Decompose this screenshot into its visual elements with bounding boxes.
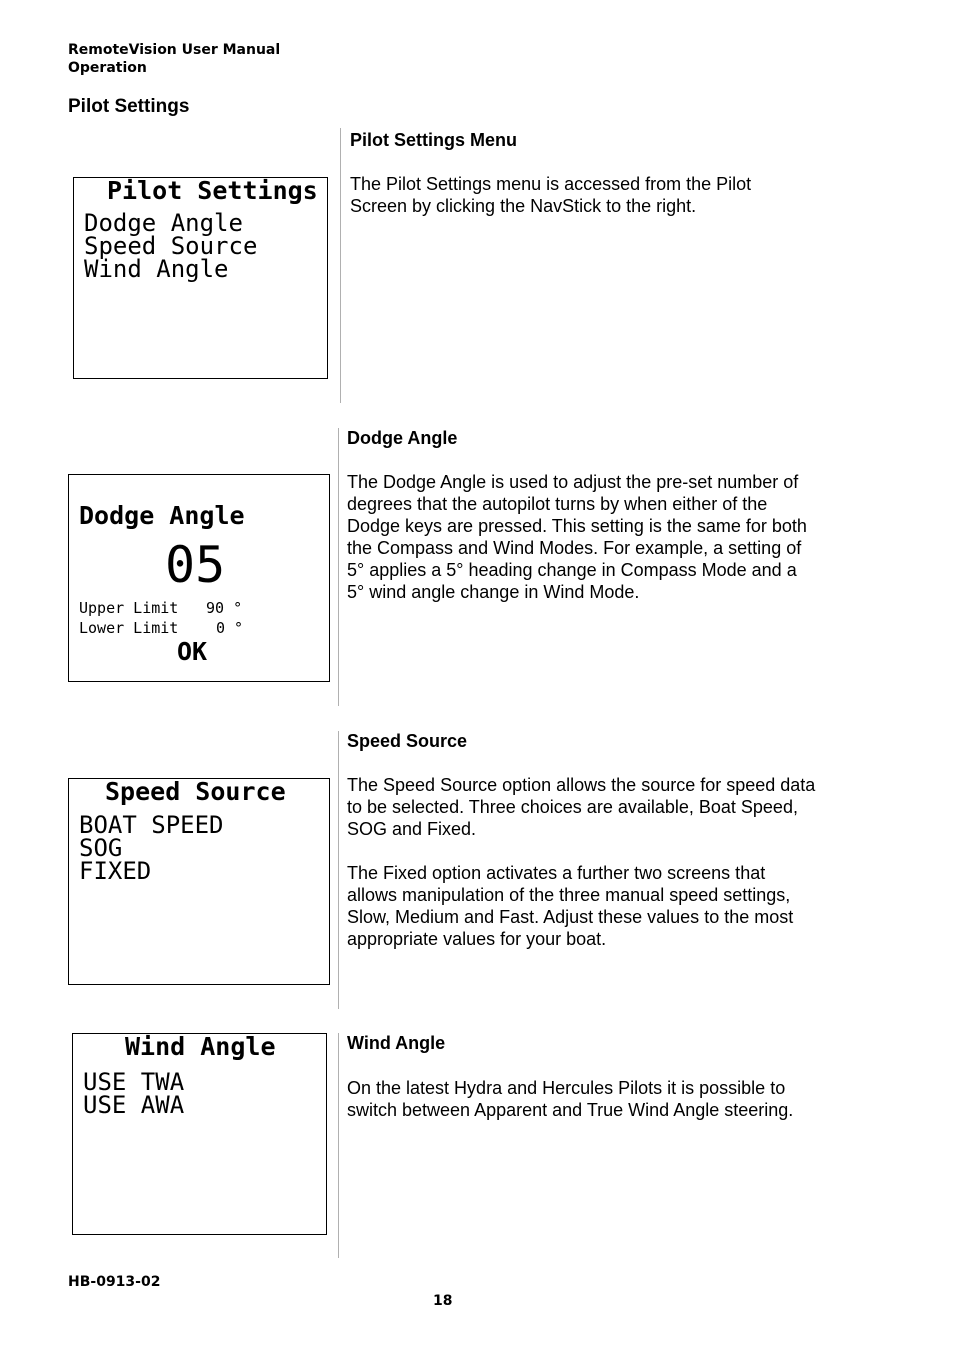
section-title: Pilot Settings — [68, 96, 190, 117]
dodge-angle-text: The Dodge Angle is used to adjust the pre-set number of degrees that the autopilot turns by when either of the Dodge keys are pressed. This setting is the same for both the Compass and Wind Modes. For example, a setting of 5° applies a 5° heading change in Compass Mode and a 5° wind angle change in Wind Mode. — [347, 472, 807, 602]
document-code: HB-0913-02 — [68, 1274, 161, 1290]
lower-limit-label: Lower Limit — [79, 619, 179, 637]
pilot-settings-screen — [73, 177, 328, 379]
column-divider — [340, 128, 341, 403]
menu-item-wind-angle: Wind Angle — [84, 255, 229, 283]
option-use-awa: USE AWA — [83, 1091, 185, 1119]
column-divider — [338, 428, 339, 706]
wind-angle-heading: Wind Angle — [347, 1033, 446, 1053]
pilot-settings-menu-heading: Pilot Settings Menu — [350, 130, 518, 150]
running-header — [68, 41, 280, 77]
dodge-angle-value: 05 — [165, 536, 226, 594]
screen-title: Speed Source — [105, 777, 286, 806]
speed-source-text-2: The Fixed option activates a further two screens that allows manipulation of the three manual speed settings, Slow, Medium and Fast. Adjust these values to the most appropriate values for your boat. — [347, 863, 794, 949]
page-number: 18 — [433, 1293, 453, 1309]
upper-limit-value: 90 ° — [206, 599, 243, 617]
option-sog: SOG — [79, 834, 123, 862]
screen-title: Pilot Settings — [107, 176, 318, 205]
speed-source-text-1: The Speed Source option allows the source for speed data to be selected. Three choices are available, Boat Speed, SOG and Fixed. — [347, 775, 816, 839]
option-fixed: FIXED — [79, 857, 152, 885]
dodge-angle-screen — [68, 474, 330, 682]
menu-item-speed-source: Speed Source — [84, 232, 258, 260]
option-use-twa: USE TWA — [83, 1068, 185, 1096]
menu-item-dodge-angle: Dodge Angle — [84, 209, 243, 237]
wind-angle-text: On the latest Hydra and Hercules Pilots it is possible to switch between Apparent and True Wind Angle steering. — [347, 1078, 794, 1120]
speed-source-heading: Speed Source — [347, 731, 468, 751]
ok-label: OK — [177, 637, 208, 666]
speed-source-screen — [68, 778, 330, 985]
screen-title: Dodge Angle — [79, 501, 245, 530]
option-boat-speed: BOAT SPEED — [79, 811, 224, 839]
dodge-angle-heading: Dodge Angle — [347, 428, 458, 448]
lower-limit-value: 0 ° — [216, 619, 244, 637]
upper-limit-label: Upper Limit — [79, 599, 179, 617]
column-divider — [338, 1033, 339, 1258]
column-divider — [338, 731, 339, 1009]
header-chapter: Operation — [68, 60, 147, 76]
header-manual-title: RemoteVision User Manual — [68, 42, 281, 58]
screen-title: Wind Angle — [125, 1032, 276, 1061]
pilot-settings-menu-text: The Pilot Settings menu is accessed from the Pilot Screen by clicking the NavStick to the right. — [350, 174, 752, 216]
wind-angle-screen — [72, 1033, 327, 1235]
